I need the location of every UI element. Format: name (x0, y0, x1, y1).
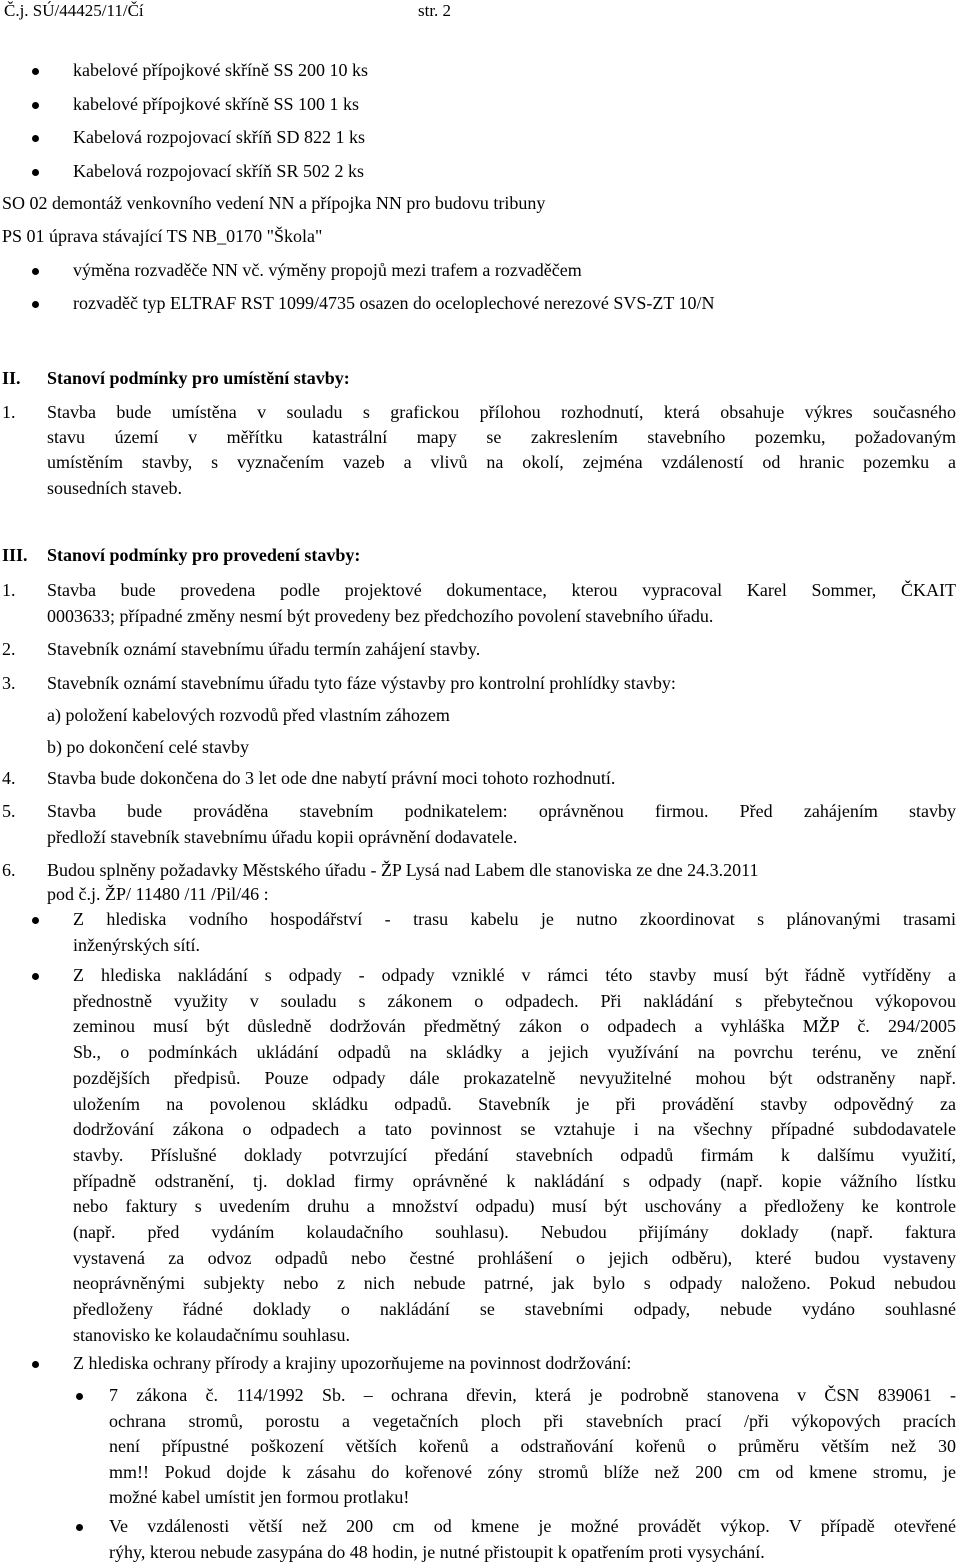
item-number: 5. (2, 801, 16, 821)
paragraph-line (73, 1248, 956, 1269)
paragraph-line (47, 402, 956, 423)
paragraph-line (73, 1119, 956, 1140)
paragraph-line (73, 1145, 956, 1166)
paragraph-line (47, 427, 956, 448)
paragraph-line-text: Z hlediska vodního hospodářství - trasu kabelu je nutno zkoordinovat s plánovanými trasami (73, 909, 956, 929)
paragraph-line-text: Ve vzdálenosti větší než 200 cm od kmene je možné provádět výkop. V případě otevřené (109, 1516, 956, 1536)
paragraph-line: pod č.j. ŽP/ 11480 /11 /Pil/46 : (47, 884, 269, 904)
paragraph-line-text: Stavba bude prováděna stavebním podnikatelem: oprávněnou firmou. Před zahájením stavby (47, 801, 956, 821)
bullet-icon (32, 301, 39, 308)
paragraph-line: 0003633; případné změny nesmí být provedeny bez předchozího povolení stavebního úřadu. (47, 606, 714, 626)
paragraph-line-text: není přípustné poškození větších kořenů a odstraňování kořenů o průměru větším než 30 (109, 1436, 956, 1457)
paragraph-line (73, 909, 956, 930)
paragraph-line-text: zeminou musí být důsledně dodržován předmětný zákon o odpadech a vyhláška MŽP č. 294/2005 (73, 1016, 956, 1037)
list-item-text: Kabelová rozpojovací skříň SD 822 1 ks (73, 127, 365, 147)
paragraph-line-text: dodržování zákona o odpadech a tato povinnost se vztahuje i na všechny případné subdodavatele (73, 1119, 956, 1140)
paragraph-line (73, 1042, 956, 1063)
paragraph-line-text: stanovisko ke kolaudačnímu souhlasu. (73, 1324, 350, 1345)
list-item-text: výměna rozvaděče NN vč. výměny propojů mezi trafem a rozvaděčem (73, 260, 582, 280)
paragraph-line (73, 1273, 956, 1294)
section-3-numeral: III. (2, 545, 28, 565)
paragraph-line (109, 1385, 956, 1406)
paragraph-line-text: 7 zákona č. 114/1992 Sb. – ochrana dřevin, která je podrobně stanovena v ČSN 839061 - (109, 1385, 956, 1405)
paragraph-line: předloží stavebník stavebnímu úřadu kopii oprávnění dodavatele. (47, 827, 518, 847)
paragraph-line: Stavba bude dokončena do 3 let ode dne nabytí právní moci tohoto rozhodnutí. (47, 768, 616, 788)
paragraph-line-text: vystavená za odvoz odpadů nebo čestné prohlášení o jejich odběru), které budou vystaveny (73, 1247, 956, 1268)
bullet-icon (76, 1524, 83, 1531)
paragraph-line (109, 1436, 956, 1457)
paragraph-line-text: uložením na povolenou skládku odpadů. Stavebník je při provádění stavby odpovědný za (73, 1093, 956, 1114)
paragraph-line (109, 1542, 765, 1563)
section-2-numeral: II. (2, 368, 21, 388)
phase-item: b) po dokončení celé stavby (47, 737, 249, 757)
paragraph-line: sousedních staveb. (47, 478, 182, 498)
list-item-text: kabelové přípojkové skříně SS 200 10 ks (73, 60, 368, 80)
paragraph-line: Budou splněny požadavky Městského úřadu - ŽP Lysá nad Labem dle stanoviska ze dne 24.3.2011 (47, 860, 759, 880)
paragraph-line-text: nebo faktury s uvedením druhu a množství odpadu) musí být uschovány a předloženy ke kontrole (73, 1196, 956, 1217)
paragraph-line (73, 1068, 956, 1089)
bullet-icon (32, 917, 39, 924)
paragraph-line-text: neoprávněnými subjekty nebo z nich nebude patrné, jak bylo s odpady naloženo. Pokud nebudou (73, 1273, 956, 1294)
paragraph-line (47, 452, 956, 473)
section-3-title: Stanoví podmínky pro provedení stavby: (47, 545, 361, 565)
paragraph-line-text: (např. před vydáním kolaudačního souhlasu). Nebudou přijímány doklady (např. faktura (73, 1222, 956, 1242)
paragraph-line-text: Z hlediska nakládání s odpady - odpady vzniklé v rámci této stavby musí být řádně vytříděny a (73, 965, 956, 985)
paragraph-line (73, 1299, 956, 1320)
paragraph-line-text: Stavba bude provedena podle projektové dokumentace, kterou vypracoval Karel Sommer, ČKAIT (47, 580, 956, 600)
paragraph-line-text: stavu území v měřítku katastrální mapy se zakreslením stavebního pozemku, požadovaným (47, 427, 956, 447)
paragraph-line (73, 1016, 956, 1037)
paragraph-line (109, 1487, 409, 1508)
paragraph-line: Stavebník oznámí stavebnímu úřadu termín zahájení stavby. (47, 639, 481, 659)
bullet-icon (32, 268, 39, 275)
paragraph-line-text: mm!! Pokud dojde k zásahu do kořenové zóny stromů blíže než 200 cm od kmene stromu, je (109, 1461, 956, 1482)
bullet-icon (32, 1361, 39, 1368)
paragraph-line: inženýrských sítí. (73, 935, 200, 955)
item-number: 2. (2, 639, 16, 659)
paragraph-line (73, 1196, 956, 1217)
item-number: 1. (2, 402, 16, 422)
paragraph-line (47, 801, 956, 822)
paragraph-line (73, 1171, 956, 1192)
paragraph-line (109, 1411, 956, 1432)
bullet-icon (32, 102, 39, 109)
paragraph-line-text: ochrana stromů, porostu a vegetačních ploch při stavebních prací /při výkopových pracích (109, 1410, 956, 1431)
list-item-text: Kabelová rozpojovací skříň SR 502 2 ks (73, 161, 364, 181)
bullet-icon (32, 973, 39, 980)
list-item-text: kabelové přípojkové skříně SS 100 1 ks (73, 94, 359, 114)
page-number: str. 2 (418, 1, 452, 20)
paragraph-line (73, 1094, 956, 1115)
paragraph-line: Stavebník oznámí stavebnímu úřadu tyto fáze výstavby pro kontrolní prohlídky stavby: (47, 673, 676, 693)
reference-number: Č.j. SÚ/44425/11/Čí (4, 1, 144, 20)
item-number: 4. (2, 768, 16, 788)
paragraph-line (47, 580, 956, 601)
bullet-icon (76, 1393, 83, 1400)
paragraph-line-text: případně odstranění, tj. doklad firmy oprávněné k nakládání s odpady (např. kopie vážního lístku (73, 1170, 956, 1191)
section-2-title: Stanoví podmínky pro umístění stavby: (47, 368, 350, 388)
paragraph-line-text: pozdějších předpisů. Pouze odpady dále prokazatelně nevyužitelné mohou být odstraněny např. (73, 1067, 956, 1088)
paragraph-line: Z hlediska ochrany přírody a krajiny upozorňujeme na povinnost dodržování: (73, 1353, 632, 1373)
phase-item: a) položení kabelových rozvodů před vlastním záhozem (47, 705, 450, 725)
item-number: 6. (2, 860, 16, 880)
paragraph-line-text: Sb., o podmínkách ukládání odpadů na skládky a jejich využívání na povrchu terénu, ve znění (73, 1042, 956, 1063)
paragraph-line (109, 1516, 956, 1537)
paragraph-line (73, 1325, 350, 1346)
paragraph-line-text: předloženy řádné doklady o nakládání se stavebními odpady, nebude vydáno souhlasné (73, 1299, 956, 1320)
paragraph-line-text: umístěním stavby, s vyznačením vazeb a vlivů na okolí, zejména vzdáleností od hranic pozemku a (47, 452, 956, 472)
item-number: 1. (2, 580, 16, 600)
paragraph-line-text: možné kabel umístit jen formou protlaku! (109, 1487, 410, 1508)
bullet-icon (32, 68, 39, 75)
list-item-text: rozvaděč typ ELTRAF RST 1099/4735 osazen do oceloplechové nerezové SVS-ZT 10/N (73, 293, 715, 313)
paragraph-line (73, 1222, 956, 1243)
so02-line: SO 02 demontáž venkovního vedení NN a přípojka NN pro budovu tribuny (2, 193, 546, 213)
bullet-icon (32, 135, 39, 142)
item-number: 3. (2, 673, 16, 693)
paragraph-line (73, 965, 956, 986)
paragraph-line-text: rýhy, kterou nebude zasypána do 48 hodin, je nutné přistoupit k opatřením proti vysychání. (109, 1541, 765, 1562)
ps01-line: PS 01 úprava stávající TS NB_0170 "Škola" (2, 226, 323, 246)
paragraph-line-text: stavby. Příslušné doklady potvrzující předání stavebních odpadů firmám k dalšímu využití, (73, 1144, 956, 1165)
paragraph-line-text: Stavba bude umístěna v souladu s grafickou přílohou rozhodnutí, která obsahuje výkres současného (47, 402, 956, 422)
paragraph-line-text: přednostně využity v souladu s zákonem o odpadech. Při nakládání s přebytečnou výkopovou (73, 990, 956, 1011)
paragraph-line (109, 1462, 956, 1483)
paragraph-line (73, 991, 956, 1012)
bullet-icon (32, 169, 39, 176)
